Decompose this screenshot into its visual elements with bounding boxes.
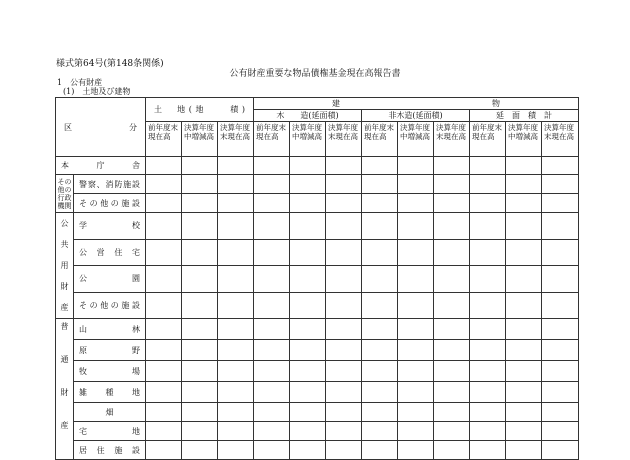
data-cell xyxy=(254,175,290,194)
data-cell xyxy=(326,292,362,319)
data-cell xyxy=(542,213,579,240)
row-label-public-housing: 公 営 住 宅 xyxy=(74,239,146,266)
data-cell xyxy=(182,194,218,213)
data-cell xyxy=(146,213,182,240)
data-cell xyxy=(326,266,362,293)
data-cell xyxy=(146,441,182,460)
data-cell xyxy=(398,319,434,340)
data-cell xyxy=(254,213,290,240)
data-cell xyxy=(470,382,506,403)
data-cell xyxy=(542,361,579,382)
data-cell xyxy=(506,266,542,293)
data-cell xyxy=(290,239,326,266)
data-cell xyxy=(398,266,434,293)
land-prev-year-header: 前年度末現在高 xyxy=(146,122,182,157)
data-cell xyxy=(542,194,579,213)
data-cell xyxy=(470,361,506,382)
data-cell xyxy=(362,292,398,319)
subsection-heading: (1) 土地及び建物 xyxy=(63,87,131,96)
data-cell xyxy=(542,157,579,175)
data-cell xyxy=(434,422,470,441)
data-cell xyxy=(182,422,218,441)
data-cell xyxy=(362,340,398,361)
data-cell xyxy=(506,382,542,403)
wooden-change-header: 決算年度中増減高 xyxy=(290,122,326,157)
data-cell xyxy=(146,292,182,319)
data-cell xyxy=(326,157,362,175)
data-cell xyxy=(182,441,218,460)
data-cell xyxy=(254,319,290,340)
data-cell xyxy=(470,292,506,319)
table-row xyxy=(56,382,579,403)
data-cell xyxy=(254,441,290,460)
data-cell xyxy=(434,157,470,175)
land-header: 土 地(地 積) xyxy=(146,98,254,122)
data-cell xyxy=(182,157,218,175)
data-cell xyxy=(218,403,254,422)
group-general: 普 通 財 産 xyxy=(56,319,74,460)
data-cell xyxy=(362,239,398,266)
data-cell xyxy=(542,340,579,361)
data-cell xyxy=(470,194,506,213)
data-cell xyxy=(434,382,470,403)
data-cell xyxy=(182,292,218,319)
data-cell xyxy=(506,213,542,240)
data-cell xyxy=(362,157,398,175)
data-cell xyxy=(146,319,182,340)
data-cell xyxy=(146,194,182,213)
data-cell xyxy=(218,292,254,319)
wooden-prev-year-header: 前年度末現在高 xyxy=(254,122,290,157)
data-cell xyxy=(182,266,218,293)
data-cell xyxy=(146,382,182,403)
data-cell xyxy=(326,213,362,240)
assets-table xyxy=(55,97,579,460)
land-change-header: 決算年度中増減高 xyxy=(182,122,218,157)
data-cell xyxy=(326,175,362,194)
row-label-school: 学 校 xyxy=(74,213,146,240)
table-row xyxy=(56,292,579,319)
row-label-residence-facility: 居 住 施 設 xyxy=(74,441,146,460)
data-cell xyxy=(218,422,254,441)
data-cell xyxy=(218,361,254,382)
data-cell xyxy=(506,292,542,319)
row-label-public-other: その他の施設 xyxy=(74,292,146,319)
data-cell xyxy=(542,422,579,441)
data-cell xyxy=(398,239,434,266)
non-wooden-prev-year-header: 前年度末現在高 xyxy=(362,122,398,157)
data-cell xyxy=(506,441,542,460)
row-label-police-fire: 警察、消防施設 xyxy=(74,175,146,194)
data-cell xyxy=(542,292,579,319)
row-label-main-office: 本 庁 舎 xyxy=(56,157,146,175)
data-cell xyxy=(362,382,398,403)
data-cell xyxy=(506,319,542,340)
data-cell xyxy=(218,157,254,175)
data-cell xyxy=(290,382,326,403)
data-cell xyxy=(470,441,506,460)
data-cell xyxy=(470,319,506,340)
data-cell xyxy=(506,175,542,194)
land-current-header: 決算年度末現在高 xyxy=(218,122,254,157)
data-cell xyxy=(470,403,506,422)
data-cell xyxy=(434,340,470,361)
table-row xyxy=(56,319,579,340)
row-label-misc-land: 雑 種 地 xyxy=(74,382,146,403)
table-row xyxy=(56,213,579,240)
non-wooden-header: 非木造(延面積) xyxy=(362,110,470,122)
data-cell xyxy=(542,403,579,422)
data-cell xyxy=(398,382,434,403)
data-cell xyxy=(506,422,542,441)
data-cell xyxy=(290,319,326,340)
data-cell xyxy=(218,213,254,240)
data-cell xyxy=(290,266,326,293)
data-cell xyxy=(434,266,470,293)
table-row xyxy=(56,441,579,460)
data-cell xyxy=(146,422,182,441)
data-cell xyxy=(218,441,254,460)
data-cell xyxy=(506,340,542,361)
row-label-pasture: 牧 場 xyxy=(74,361,146,382)
data-cell xyxy=(326,361,362,382)
data-cell xyxy=(398,422,434,441)
data-cell xyxy=(254,239,290,266)
row-label-park: 公 園 xyxy=(74,266,146,293)
data-cell xyxy=(146,361,182,382)
group-public-use: 公 共 用 財 産 xyxy=(56,213,74,319)
category-header: 区 分 xyxy=(56,98,146,157)
data-cell xyxy=(362,361,398,382)
data-cell xyxy=(362,266,398,293)
data-cell xyxy=(434,194,470,213)
data-cell xyxy=(290,403,326,422)
data-cell xyxy=(470,239,506,266)
row-label-farm: 畑 xyxy=(74,403,146,422)
data-cell xyxy=(434,403,470,422)
table-row xyxy=(56,422,579,441)
data-cell xyxy=(290,292,326,319)
wooden-current-header: 決算年度末現在高 xyxy=(326,122,362,157)
data-cell xyxy=(362,422,398,441)
table-row xyxy=(56,239,579,266)
data-cell xyxy=(398,175,434,194)
data-cell xyxy=(254,292,290,319)
data-cell xyxy=(326,340,362,361)
data-cell xyxy=(290,361,326,382)
data-cell xyxy=(398,361,434,382)
data-cell xyxy=(362,441,398,460)
data-cell xyxy=(290,213,326,240)
section-heading: 1 公有財産 xyxy=(57,78,103,87)
data-cell xyxy=(326,422,362,441)
data-cell xyxy=(182,239,218,266)
data-cell xyxy=(326,382,362,403)
data-cell xyxy=(398,403,434,422)
data-cell xyxy=(254,157,290,175)
data-cell xyxy=(362,213,398,240)
data-cell xyxy=(218,382,254,403)
data-cell xyxy=(254,266,290,293)
total-floor-header: 延 面 積 計 xyxy=(470,110,579,122)
data-cell xyxy=(470,157,506,175)
data-cell xyxy=(470,266,506,293)
data-cell xyxy=(146,340,182,361)
total-current-header: 決算年度末現在高 xyxy=(542,122,579,157)
row-label-field: 原 野 xyxy=(74,340,146,361)
data-cell xyxy=(542,239,579,266)
data-cell xyxy=(398,157,434,175)
data-cell xyxy=(218,194,254,213)
data-cell xyxy=(470,175,506,194)
data-cell xyxy=(146,403,182,422)
non-wooden-change-header: 決算年度中増減高 xyxy=(398,122,434,157)
data-cell xyxy=(326,403,362,422)
data-cell xyxy=(290,340,326,361)
form-number: 様式第64号(第148条関係) xyxy=(56,59,164,69)
data-cell xyxy=(398,340,434,361)
group-other-admin: その他の行政機関 xyxy=(56,175,74,213)
data-cell xyxy=(470,213,506,240)
row-label-admin-other: その他の施設 xyxy=(74,194,146,213)
data-cell xyxy=(398,292,434,319)
building-header: 建 物 xyxy=(254,98,579,110)
data-cell xyxy=(326,319,362,340)
total-prev-year-header: 前年度末現在高 xyxy=(470,122,506,157)
data-cell xyxy=(218,266,254,293)
data-cell xyxy=(182,361,218,382)
data-cell xyxy=(254,194,290,213)
data-cell xyxy=(218,175,254,194)
data-cell xyxy=(434,441,470,460)
data-cell xyxy=(506,157,542,175)
data-cell xyxy=(506,239,542,266)
data-cell xyxy=(434,239,470,266)
data-cell xyxy=(218,239,254,266)
data-cell xyxy=(326,239,362,266)
data-cell xyxy=(506,403,542,422)
data-cell xyxy=(470,422,506,441)
table-row xyxy=(56,361,579,382)
data-cell xyxy=(182,382,218,403)
data-cell xyxy=(146,266,182,293)
data-cell xyxy=(290,194,326,213)
data-cell xyxy=(146,175,182,194)
data-cell xyxy=(434,319,470,340)
data-cell xyxy=(542,441,579,460)
data-cell xyxy=(542,175,579,194)
table-row xyxy=(56,194,579,213)
data-cell xyxy=(398,194,434,213)
data-cell xyxy=(254,382,290,403)
row-label-forest: 山 林 xyxy=(74,319,146,340)
data-cell xyxy=(506,361,542,382)
data-cell xyxy=(398,213,434,240)
table-row xyxy=(56,340,579,361)
document-title: 公有財産重要な物品債権基金現在高報告書 xyxy=(229,69,401,79)
data-cell xyxy=(182,213,218,240)
data-cell xyxy=(434,361,470,382)
table-row xyxy=(56,157,579,175)
data-cell xyxy=(362,403,398,422)
data-cell xyxy=(290,441,326,460)
data-cell xyxy=(506,194,542,213)
data-cell xyxy=(362,175,398,194)
table-row xyxy=(56,403,579,422)
data-cell xyxy=(434,175,470,194)
data-cell xyxy=(434,292,470,319)
non-wooden-current-header: 決算年度末現在高 xyxy=(434,122,470,157)
data-cell xyxy=(146,239,182,266)
wooden-header: 木 造(延面積) xyxy=(254,110,362,122)
data-cell xyxy=(182,340,218,361)
data-cell xyxy=(326,441,362,460)
data-cell xyxy=(254,361,290,382)
data-cell xyxy=(398,441,434,460)
total-change-header: 決算年度中増減高 xyxy=(506,122,542,157)
data-cell xyxy=(254,340,290,361)
row-label-residential-land: 宅 地 xyxy=(74,422,146,441)
data-cell xyxy=(362,319,398,340)
data-cell xyxy=(290,157,326,175)
data-cell xyxy=(362,194,398,213)
data-cell xyxy=(146,157,182,175)
data-cell xyxy=(182,175,218,194)
data-cell xyxy=(290,175,326,194)
data-cell xyxy=(542,319,579,340)
data-cell xyxy=(254,422,290,441)
data-cell xyxy=(182,319,218,340)
data-cell xyxy=(542,266,579,293)
data-cell xyxy=(218,340,254,361)
data-cell xyxy=(182,403,218,422)
data-cell xyxy=(218,319,254,340)
data-cell xyxy=(254,403,290,422)
data-cell xyxy=(290,422,326,441)
data-cell xyxy=(434,213,470,240)
table-row xyxy=(56,175,579,194)
table-row xyxy=(56,266,579,293)
data-cell xyxy=(470,340,506,361)
data-cell xyxy=(326,194,362,213)
data-cell xyxy=(542,382,579,403)
